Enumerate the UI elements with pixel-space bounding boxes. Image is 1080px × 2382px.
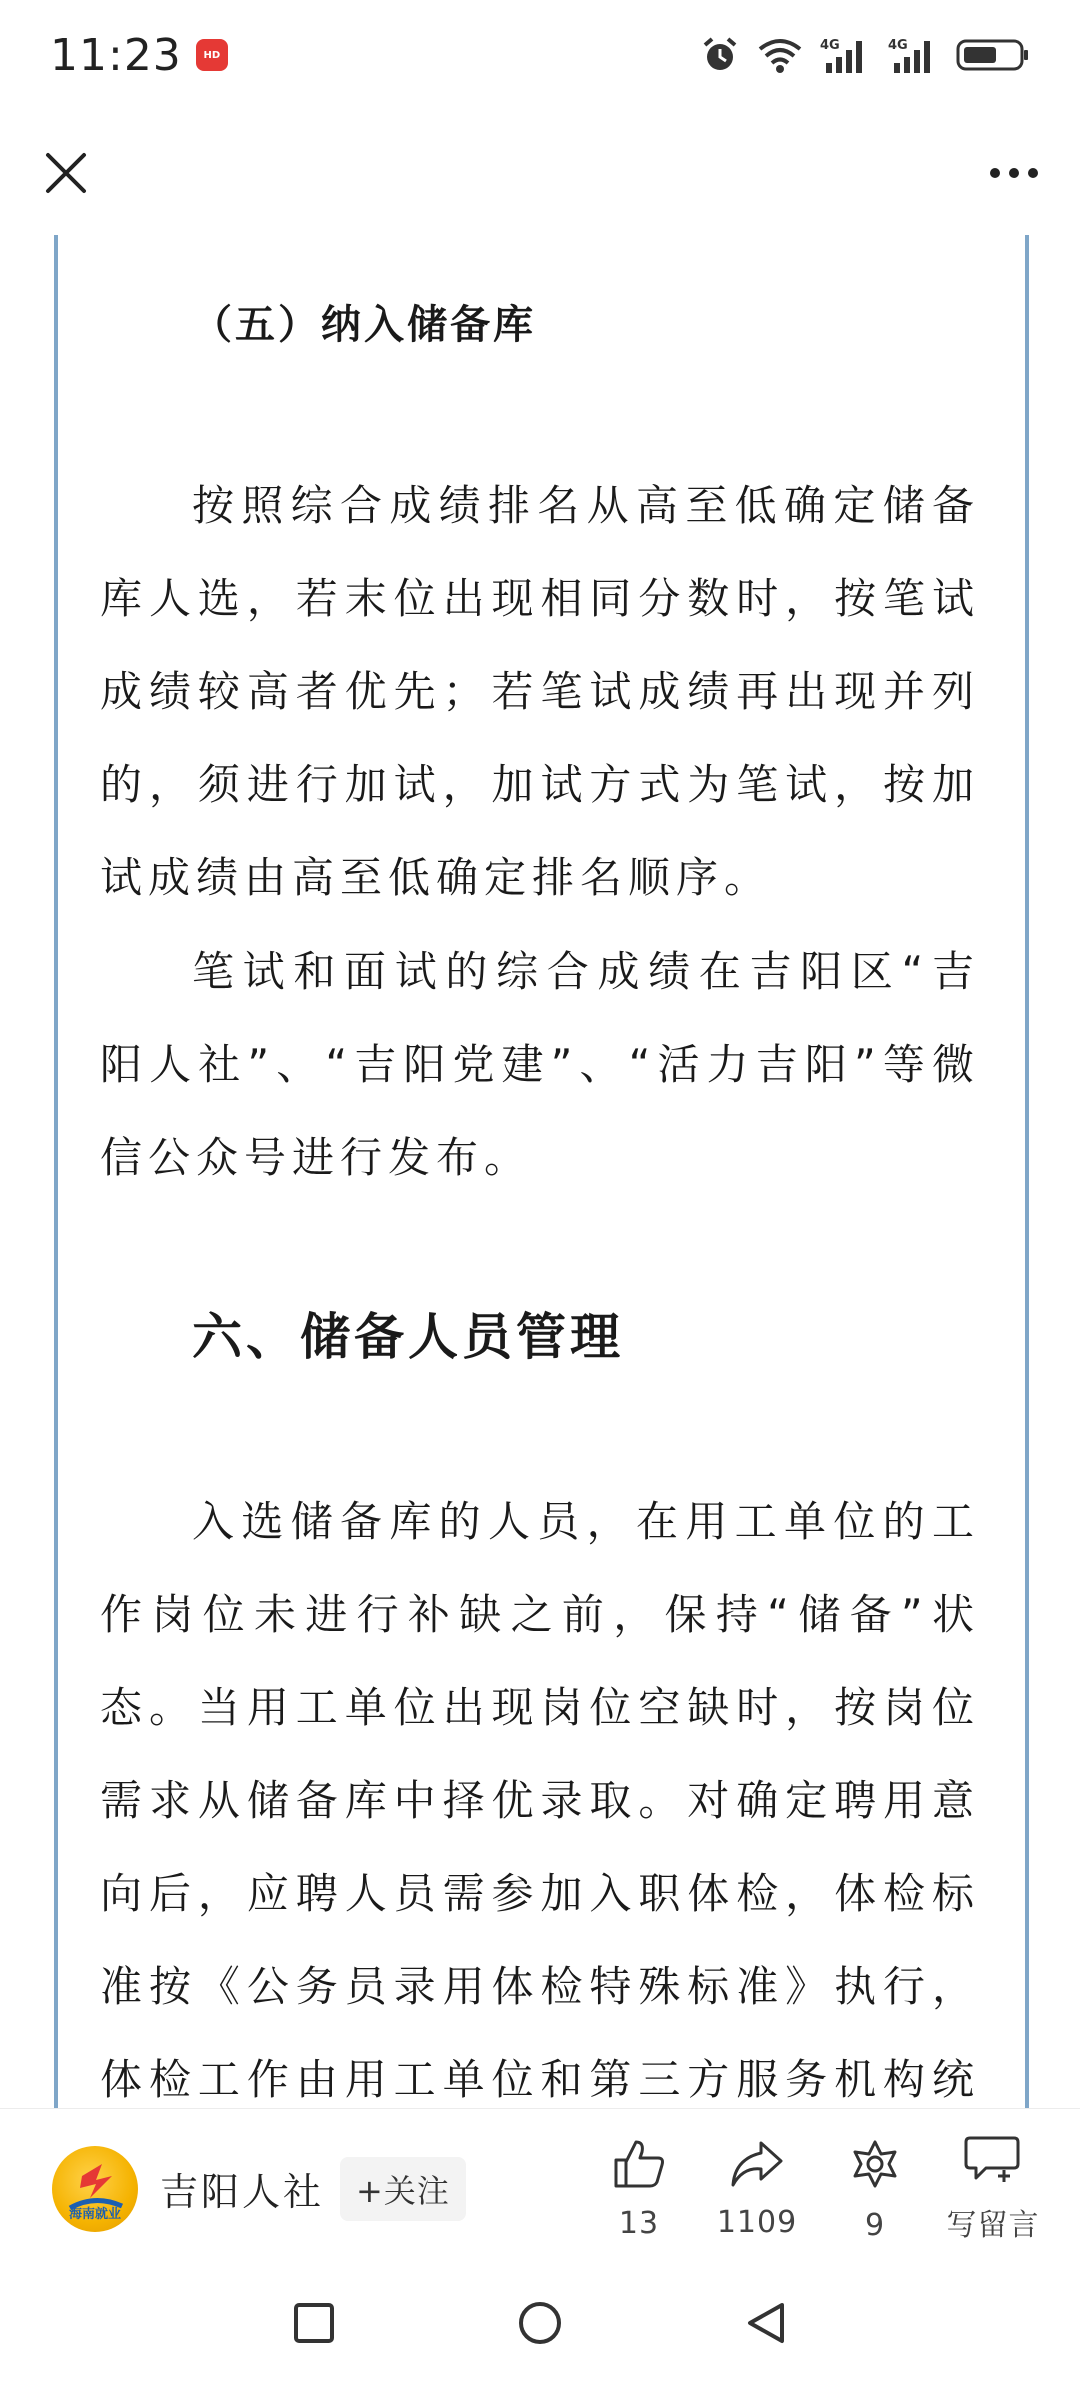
section-heading-5: （五）纳入储备库 [192, 302, 536, 348]
top-nav [0, 110, 1080, 235]
favorite-button[interactable] [816, 2109, 934, 2269]
wifi-icon [756, 35, 804, 75]
bottom-action-bar [0, 2108, 1080, 2268]
comment-add-icon [964, 2134, 1022, 2184]
comment-label: 写留言 [946, 2208, 1040, 2243]
article-paragraph: 按照综合成绩排名从高至低确定储备库人选，若末位出现相同分数时，按笔试成绩较高者优先；若笔试成绩再出现并列的，须进行加试，加试方式为笔试，按加试成绩由高至低确定排名顺序。 [100, 481, 980, 902]
back-triangle-icon [744, 2299, 788, 2347]
svg-text:4G: 4G [820, 38, 840, 53]
recents-button[interactable] [292, 2301, 336, 2349]
status-time: 11:23 [50, 29, 182, 81]
favorite-count: 9 [864, 2207, 886, 2243]
back-button[interactable] [744, 2299, 788, 2351]
share-button[interactable] [698, 2109, 816, 2269]
thumbs-up-icon [612, 2138, 666, 2190]
square-icon [292, 2301, 336, 2345]
avatar[interactable] [52, 2146, 138, 2232]
section-heading-6: 六、储备人员管理 [192, 1308, 624, 1366]
comment-button[interactable] [934, 2109, 1052, 2269]
share-icon [729, 2139, 785, 2189]
like-count: 13 [618, 2205, 660, 2241]
article-content[interactable] [0, 235, 1080, 2108]
hd-icon: HD [196, 39, 228, 71]
flower-icon [847, 2136, 903, 2192]
battery-icon [956, 35, 1030, 75]
status-left [50, 30, 228, 81]
close-button[interactable] [36, 143, 96, 203]
account-info[interactable] [52, 2146, 466, 2232]
avatar-text: 海南就业 [68, 2206, 121, 2222]
alarm-icon [700, 35, 740, 75]
article-paragraph: 笔试和面试的综合成绩在吉阳区“吉阳人社”、“吉阳党建”、“活力吉阳”等微信公众号进行发布。 [100, 947, 980, 1182]
status-bar [0, 0, 1080, 110]
account-name[interactable]: 吉阳人社 [160, 2170, 325, 2214]
engagement-stats [580, 2109, 1052, 2269]
like-button[interactable] [580, 2109, 698, 2269]
svg-text:4G: 4G [888, 38, 908, 53]
status-right [700, 35, 1030, 75]
follow-button[interactable]: +关注 [340, 2157, 466, 2221]
circle-icon [516, 2299, 564, 2347]
4g-signal-icon [888, 35, 940, 75]
more-icon [988, 166, 1040, 180]
system-nav-bar [0, 2268, 1080, 2382]
home-button[interactable] [516, 2299, 564, 2351]
share-count: 1109 [716, 2204, 798, 2240]
4g-signal-icon [820, 35, 872, 75]
article-paragraph: 入选储备库的人员，在用工单位的工作岗位未进行补缺之前，保持“储备”状态。当用工单位出现岗位空缺时，按岗位需求从储备库中择优录取。对确定聘用意向后，应聘人员需参加入职体检，体检标准按《公务员录用体检特殊标准》执行，体检工作由用工单位和第三方服务机构统 [100, 1497, 980, 2104]
more-button[interactable] [984, 143, 1044, 203]
close-icon [44, 151, 88, 195]
